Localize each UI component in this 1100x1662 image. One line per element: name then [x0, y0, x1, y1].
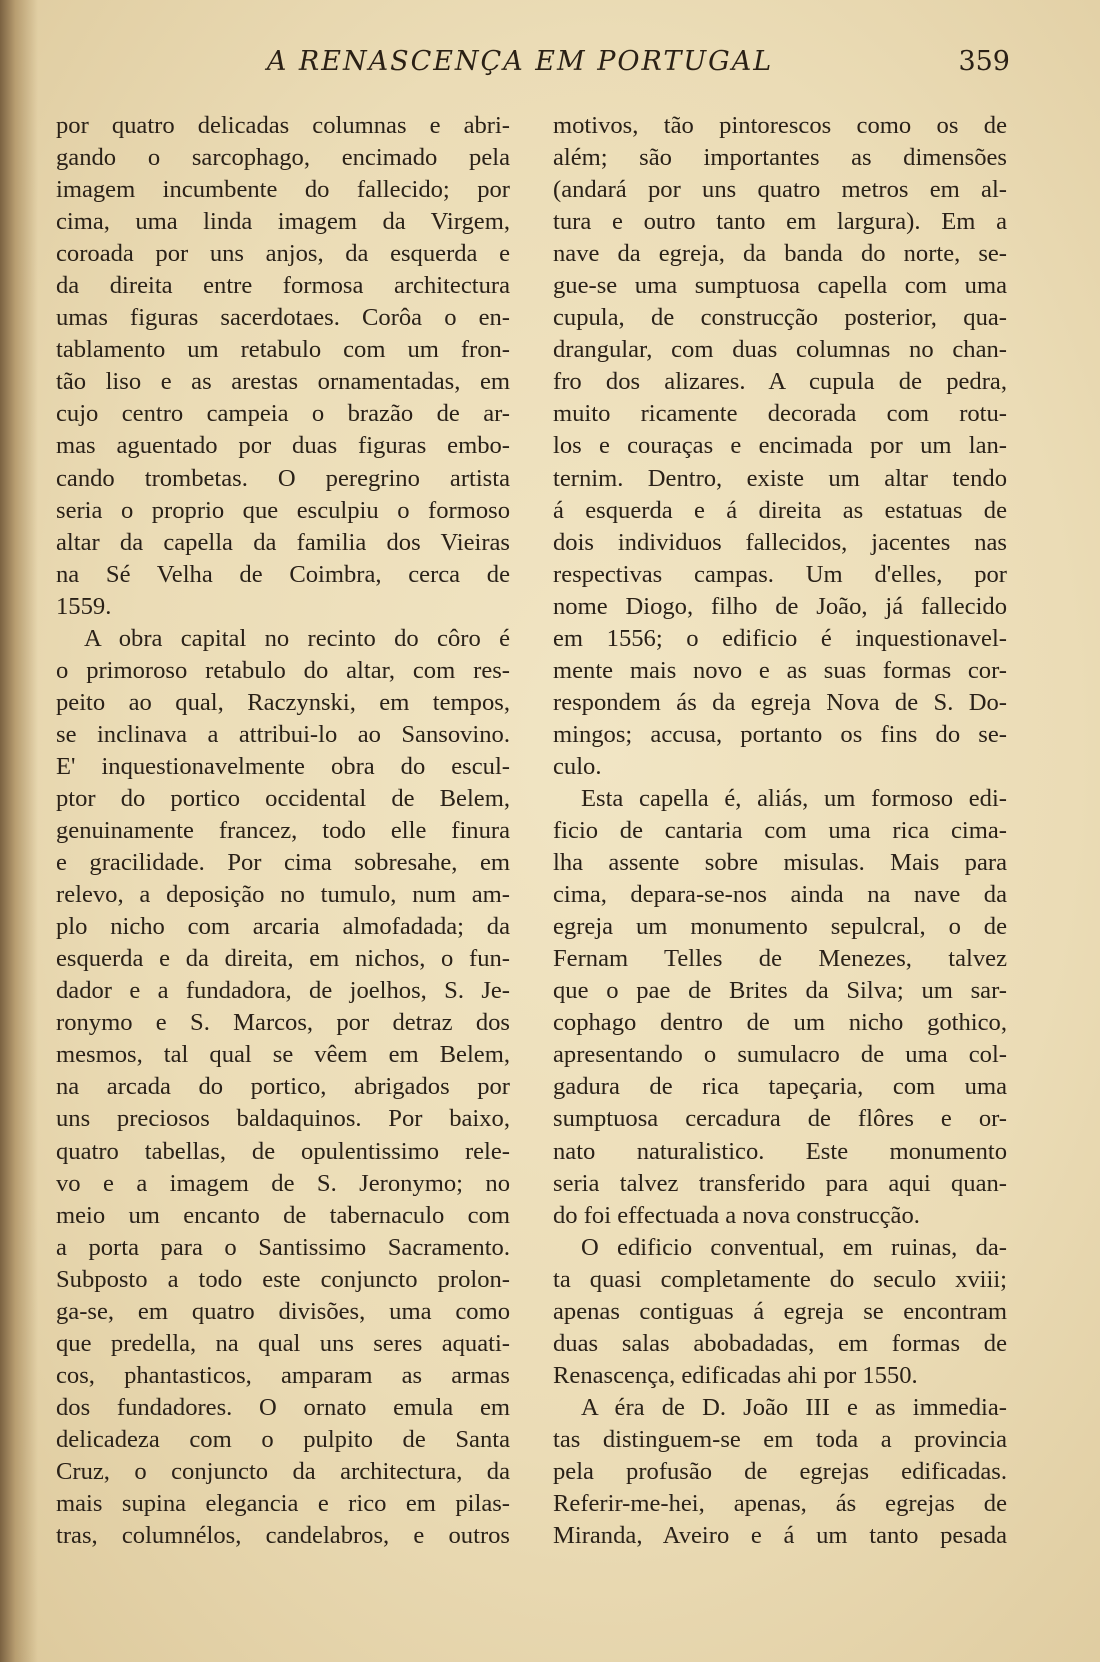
text-line: quatro tabellas, de opulentissimo rele-: [56, 1137, 510, 1165]
text-line: muito ricamente decorada com rotu-: [553, 400, 1007, 428]
text-line: Renascença, edificadas ahi por 1550.: [553, 1361, 918, 1389]
text-line: ptor do portico occidental de Belem,: [56, 784, 510, 812]
text-line: dador e a fundadora, de joelhos, S. Je-: [56, 977, 510, 1005]
text-line: cupula, de construcção posterior, qua-: [553, 304, 1007, 332]
text-line: sumptuosa cercadura de flôres e or-: [553, 1105, 1007, 1133]
text-line: gando o sarcophago, encimado pela: [56, 144, 510, 172]
text-line: ronymo e S. Marcos, por detraz dos: [56, 1009, 510, 1037]
text-line: 1559.: [56, 592, 112, 620]
text-line: egreja um monumento sepulcral, o de: [553, 913, 1007, 941]
text-line: altar da capella da familia dos Vieiras: [56, 528, 510, 556]
text-line: apresentando o sumulacro de uma col-: [553, 1041, 1007, 1069]
text-line: Cruz, o conjuncto da architectura, da: [56, 1457, 510, 1485]
text-line: que o pae de Brites da Silva; um sar-: [553, 977, 1007, 1005]
text-line: na arcada do portico, abrigados por: [56, 1073, 510, 1101]
text-line: mingos; accusa, portanto os fins do se-: [553, 720, 1007, 748]
text-line: gue-se uma sumptuosa capella com uma: [553, 272, 1007, 300]
text-line: drangular, com duas columnas no chan-: [553, 336, 1007, 364]
text-line: á esquerda e á direita as estatuas de: [553, 496, 1007, 524]
text-line: Subposto a todo este conjuncto prolon-: [56, 1265, 510, 1293]
text-line: esquerda e da direita, em nichos, o fun-: [56, 945, 510, 973]
text-line: fro dos alizares. A cupula de pedra,: [553, 368, 1007, 396]
text-line: mente mais novo e as suas formas cor-: [553, 656, 1007, 684]
text-line: na Sé Velha de Coimbra, cerca de: [56, 560, 510, 588]
running-header-title: A RENASCENÇA EM PORTUGAL: [266, 46, 774, 77]
text-line: ternim. Dentro, existe um altar tendo: [553, 464, 1007, 492]
text-line: cando trombetas. O peregrino artista: [56, 464, 510, 492]
text-line: ta quasi completamente do seculo xviii;: [553, 1265, 1007, 1293]
text-line: nave da egreja, da banda do norte, se-: [553, 240, 1007, 268]
text-line: a porta para o Santissimo Sacramento.: [56, 1233, 510, 1261]
text-line: A éra de D. João III e as immedia-: [581, 1393, 1007, 1421]
text-line: tablamento um retabulo com um fron-: [56, 336, 510, 364]
text-line: apenas contiguas á egreja se encontram: [553, 1297, 1007, 1325]
text-line: mesmos, tal qual se vêem em Belem,: [56, 1041, 510, 1069]
text-line: cima, uma linda imagem da Virgem,: [56, 208, 510, 236]
text-line: tras, columnélos, candelabros, e outros: [56, 1522, 510, 1550]
text-line: respectivas campas. Um d'elles, por: [553, 560, 1007, 588]
text-line: gadura de rica tapeçaria, com uma: [553, 1073, 1007, 1101]
text-line: seria o proprio que esculpiu o formoso: [56, 496, 510, 524]
text-line: los e couraças e encimada por um lan-: [553, 432, 1007, 460]
text-line: genuinamente francez, todo elle finura: [56, 817, 510, 845]
text-line: pela profusão de egrejas edificadas.: [553, 1457, 1007, 1485]
text-line: cophago dentro de um nicho gothico,: [553, 1009, 1007, 1037]
text-line: Esta capella é, aliás, um formoso edi-: [581, 784, 1007, 812]
text-line: seria talvez transferido para aqui quan-: [553, 1169, 1007, 1197]
text-line: peito ao qual, Raczynski, em tempos,: [56, 688, 510, 716]
text-line: O edificio conventual, em ruinas, da-: [581, 1233, 1007, 1261]
text-line: vo e a imagem de S. Jeronymo; no: [56, 1169, 510, 1197]
text-column-left: [56, 110, 510, 1552]
text-line: motivos, tão pintorescos como os de: [553, 112, 1007, 139]
text-line: ga-se, em quatro divisões, uma como: [56, 1297, 510, 1325]
text-line: culo.: [553, 752, 602, 780]
text-line: ficio de cantaria com uma rica cima-: [553, 817, 1007, 845]
text-line: nome Diogo, filho de João, já fallecido: [553, 592, 1007, 620]
text-line: imagem incumbente do fallecido; por: [56, 176, 510, 204]
text-line: cima, depara-se-nos ainda na nave da: [553, 881, 1007, 909]
text-line: duas salas abobadadas, em formas de: [553, 1329, 1007, 1357]
text-line: (andará por uns quatro metros em al-: [553, 176, 1007, 204]
text-line: coroada por uns anjos, da esquerda e: [56, 240, 510, 268]
book-spine-shadow: [0, 0, 38, 1662]
text-line: dos fundadores. O ornato emula em: [56, 1393, 510, 1421]
text-line: Fernam Telles de Menezes, talvez: [553, 945, 1007, 973]
text-line: plo nicho com arcaria almofadada; da: [56, 913, 510, 941]
text-line: tura e outro tanto em largura). Em a: [553, 208, 1007, 236]
text-line: por quatro delicadas columnas e abri-: [56, 112, 510, 139]
text-line: cos, phantasticos, amparam as armas: [56, 1361, 510, 1389]
text-line: mais supina elegancia e rico em pilas-: [56, 1490, 510, 1518]
text-line: Referir-me-hei, apenas, ás egrejas de: [553, 1490, 1007, 1518]
text-line: cujo centro campeia o brazão de ar-: [56, 400, 510, 428]
text-line: relevo, a deposição no tumulo, num am-: [56, 881, 510, 909]
text-line: e gracilidade. Por cima sobresahe, em: [56, 849, 510, 877]
text-line: em 1556; o edificio é inquestionavel-: [553, 624, 1007, 652]
text-line: delicadeza com o pulpito de Santa: [56, 1425, 510, 1453]
text-line: que predella, na qual uns seres aquati-: [56, 1329, 510, 1357]
text-line: do foi effectuada a nova construcção.: [553, 1201, 920, 1229]
text-line: E' inquestionavelmente obra do escul-: [56, 752, 510, 780]
page-number: 359: [958, 46, 1010, 77]
text-line: tas distinguem-se em toda a provincia: [553, 1425, 1007, 1453]
text-line: dois individuos fallecidos, jacentes nas: [553, 528, 1007, 556]
text-line: respondem ás da egreja Nova de S. Do-: [553, 688, 1007, 716]
text-line: além; são importantes as dimensões: [553, 144, 1007, 172]
text-line: mas aguentado por duas figuras embo-: [56, 432, 510, 460]
text-line: o primoroso retabulo do altar, com res-: [56, 656, 510, 684]
text-line: Miranda, Aveiro e á um tanto pesada: [553, 1522, 1007, 1550]
text-line: lha assente sobre misulas. Mais para: [553, 849, 1007, 877]
text-line: umas figuras sacerdotaes. Corôa o en-: [56, 304, 510, 332]
text-line: da direita entre formosa architectura: [56, 272, 510, 300]
text-line: nato naturalistico. Este monumento: [553, 1137, 1007, 1165]
text-column-right: [553, 110, 1007, 1552]
text-line: se inclinava a attribui-lo ao Sansovino.: [56, 720, 510, 748]
text-line: tão liso e as arestas ornamentadas, em: [56, 368, 510, 396]
text-line: meio um encanto de tabernaculo com: [56, 1201, 510, 1229]
text-line: uns preciosos baldaquinos. Por baixo,: [56, 1105, 510, 1133]
text-line: A obra capital no recinto do côro é: [84, 624, 510, 652]
